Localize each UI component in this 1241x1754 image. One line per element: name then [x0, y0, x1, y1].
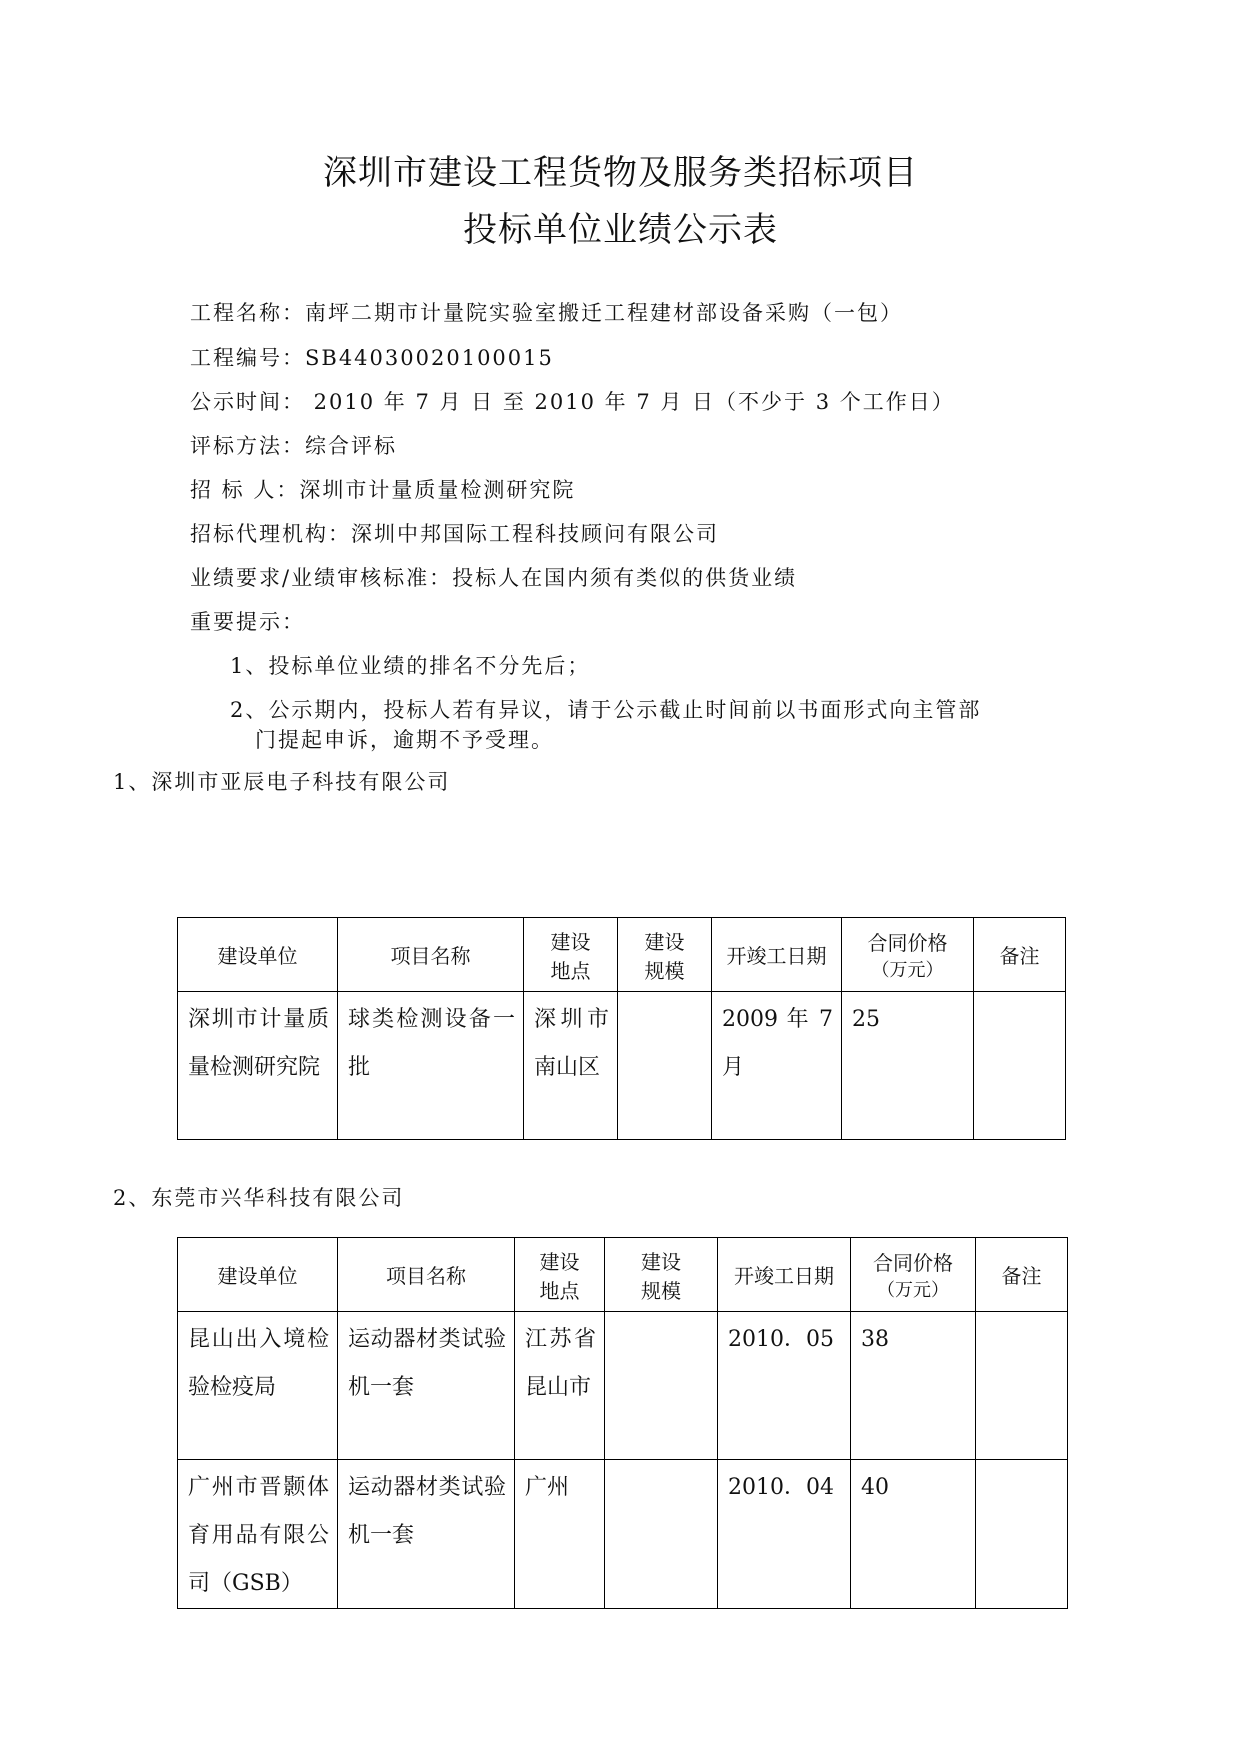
header-remark: 备注 — [974, 918, 1066, 992]
company-heading-1: 1、深圳市亚辰电子科技有限公司 — [113, 770, 451, 794]
table-header-row — [178, 1238, 1068, 1312]
tenderer: 招 标 人：深圳市计量质量检测研究院 — [190, 478, 576, 502]
header-date: 开竣工日期 — [712, 918, 842, 992]
notice-item-2: 2、公示期内，投标人若有异议，请于公示截止时间前以书面形式向主管部 — [230, 698, 982, 722]
cell-unit: 深圳市计量质量检测研究院 — [178, 992, 338, 1140]
header-project-name: 项目名称 — [338, 918, 524, 992]
cell-scale — [605, 1460, 718, 1609]
cell-date: 2010．04 — [718, 1460, 851, 1609]
header-unit: 建设单位 — [178, 1238, 338, 1312]
notice-item-1: 1、投标单位业绩的排名不分先后； — [230, 654, 591, 678]
header-scale: 建设 规模 — [605, 1238, 718, 1312]
table-row — [178, 992, 1066, 1140]
cell-date: 2010．05 — [718, 1312, 851, 1460]
performance-table-1 — [177, 917, 1066, 1140]
project-number: 工程编号：SB44030020100015 — [190, 346, 554, 370]
cell-date: 2009 年 7 月 — [712, 992, 842, 1140]
cell-price: 40 — [851, 1460, 976, 1609]
cell-scale — [618, 992, 712, 1140]
header-project-name: 项目名称 — [338, 1238, 515, 1312]
evaluation-method: 评标方法：综合评标 — [190, 434, 397, 458]
header-location: 建设 地点 — [524, 918, 618, 992]
cell-project-name: 运动器材类试验机一套 — [338, 1312, 515, 1460]
header-price: 合同价格 （万元） — [851, 1238, 976, 1312]
notice-label: 重要提示： — [190, 610, 305, 634]
performance-table-2 — [177, 1237, 1068, 1609]
cell-project-name: 球类检测设备一批 — [338, 992, 524, 1140]
cell-location: 江苏省昆山市 — [515, 1312, 605, 1460]
cell-price: 38 — [851, 1312, 976, 1460]
page-title: 深圳市建设工程货物及服务类招标项目 — [323, 153, 918, 193]
cell-remark — [976, 1460, 1068, 1609]
cell-location: 深圳市南山区 — [524, 992, 618, 1140]
table-row — [178, 1460, 1068, 1609]
cell-location: 广州 — [515, 1460, 605, 1609]
header-unit: 建设单位 — [178, 918, 338, 992]
cell-unit: 广州市晋颢体育用品有限公司（GSB） — [178, 1460, 338, 1609]
tender-agency: 招标代理机构：深圳中邦国际工程科技顾问有限公司 — [190, 522, 719, 546]
header-date: 开竣工日期 — [718, 1238, 851, 1312]
cell-project-name: 运动器材类试验机一套 — [338, 1460, 515, 1609]
cell-remark — [974, 992, 1066, 1140]
header-price: 合同价格 （万元） — [842, 918, 974, 992]
cell-unit: 昆山出入境检验检疫局 — [178, 1312, 338, 1460]
header-remark: 备注 — [976, 1238, 1068, 1312]
cell-price: 25 — [842, 992, 974, 1140]
project-name: 工程名称：南坪二期市计量院实验室搬迁工程建材部设备采购（一包） — [190, 301, 903, 325]
cell-scale — [605, 1312, 718, 1460]
header-location: 建设 地点 — [515, 1238, 605, 1312]
notice-item-2-cont: 门提起申诉，逾期不予受理。 — [255, 728, 554, 752]
cell-remark — [976, 1312, 1068, 1460]
performance-requirement: 业绩要求/业绩审核标准：投标人在国内须有类似的供货业绩 — [190, 566, 798, 590]
header-scale: 建设 规模 — [618, 918, 712, 992]
publicity-time: 公示时间： 2010 年 7 月 日 至 2010 年 7 月 日（不少于 3 个工作日） — [190, 390, 955, 414]
company-heading-2: 2、东莞市兴华科技有限公司 — [113, 1186, 405, 1210]
table-header-row — [178, 918, 1066, 992]
page-subtitle: 投标单位业绩公示表 — [463, 210, 778, 250]
table-row — [178, 1312, 1068, 1460]
